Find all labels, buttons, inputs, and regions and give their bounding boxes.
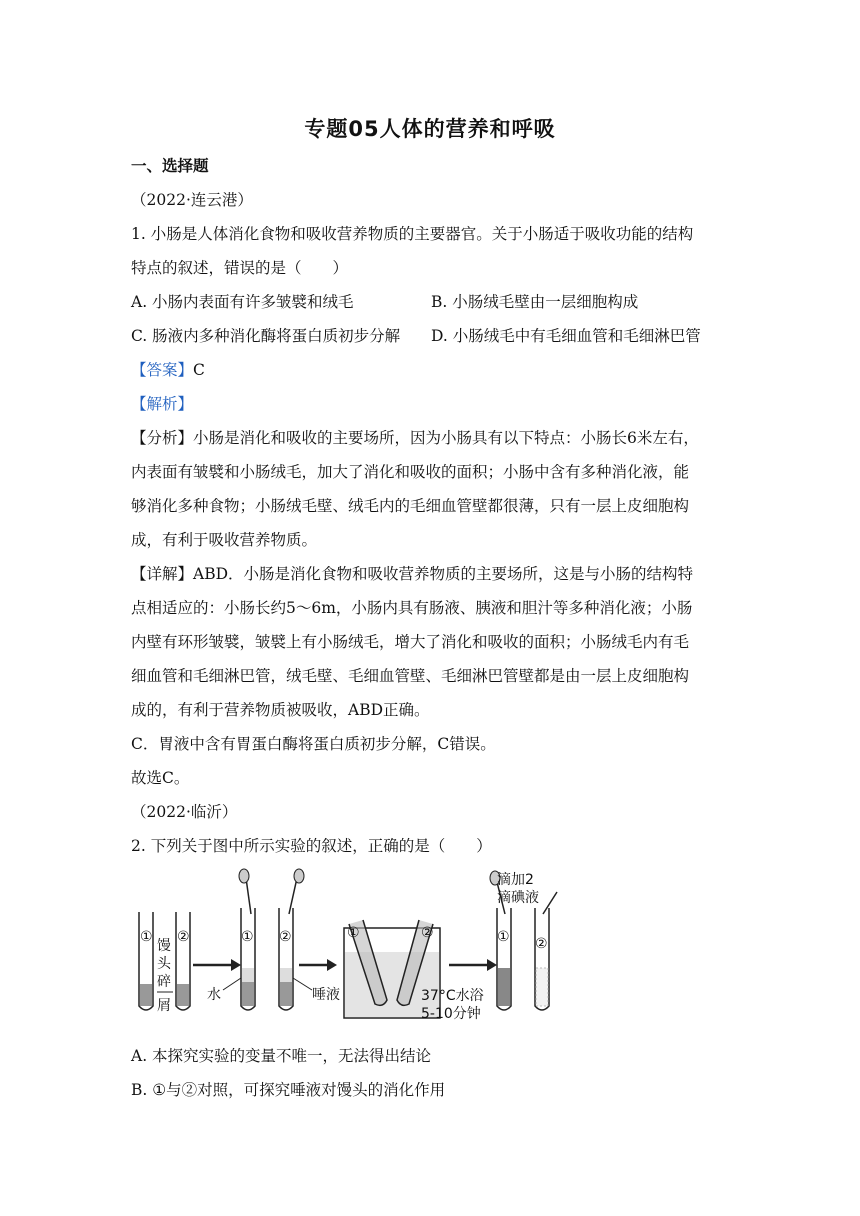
clear-fill-2 (536, 968, 548, 1006)
stage1-tubes (139, 912, 190, 1014)
q1-option-b: B. 小肠绒毛壁由一层细胞构成 (431, 293, 639, 311)
tube2-label-s3: ② (421, 925, 434, 941)
tube2-label-s4: ② (535, 936, 548, 952)
label-xie: 屑 (157, 998, 171, 1014)
q2-option-b: B. ①与②对照，可探究唾液对馒头的消化作用 (131, 1081, 446, 1099)
tube2-label-s2: ② (279, 929, 292, 945)
water-fill-1 (242, 968, 254, 982)
q1-xiangjie-2: 点相适应的：小肠长约5～6m，小肠内具有肠液、胰液和胆汁等多种消化液；小肠 (131, 599, 693, 617)
q2-stem: 2. 下列关于图中所示实验的叙述，正确的是（ ） (131, 837, 492, 855)
q1-fenxi-4: 成，有利于吸收营养物质。 (131, 531, 318, 549)
q1-fenxi-3: 够消化多种食物；小肠绒毛壁、绒毛内的毛细血管壁都很薄，只有一层上皮细胞构 (131, 497, 690, 515)
q1-fenxi-2: 内表面有皱襞和小肠绒毛，加大了消化和吸收的面积；小肠中含有多种消化液，能 (131, 463, 690, 481)
q1-stem-line2: 特点的叙述，错误的是（ ） (131, 259, 349, 277)
section-heading: 一、选择题 (131, 157, 209, 175)
q1-option-c: C. 肠液内多种消化酶将蛋白质初步分解 (131, 327, 401, 345)
answer-value: C (193, 361, 205, 379)
label-drop-1: 滴加2 (497, 872, 534, 888)
q1-xiangjie-6: C．胃液中含有胃蛋白酶将蛋白质初步分解，C错误。 (131, 735, 496, 753)
tube1-label-s4: ① (497, 929, 510, 945)
q1-answer-line (131, 360, 731, 380)
q1-xiangjie-4: 细血管和毛细淋巴管，绒毛壁、毛细血管壁、毛细淋巴管壁都是由一层上皮细胞构 (131, 667, 690, 685)
mantou-fill-2 (177, 984, 189, 1006)
label-water: 水 (207, 987, 221, 1003)
mantou-fill-4 (280, 982, 292, 1006)
fenxi-text-1: 小肠是消化和吸收的主要场所，因为小肠具有以下特点：小肠长6米左右， (193, 429, 699, 447)
label-tou: 头 (157, 956, 171, 972)
q2-option-a: A. 本探究实验的变量不唯一，无法得出结论 (131, 1047, 432, 1065)
fenxi-tag: 【分析】 (131, 429, 194, 447)
q1-analysis-tag-line (131, 394, 731, 414)
label-sui: 碎 (157, 974, 171, 990)
q1-xiangjie-5: 成的，有利于营养物质被吸收，ABD正确。 (131, 701, 430, 719)
arrow-2 (299, 959, 337, 971)
arrow-1 (193, 959, 241, 971)
analysis-tag: 【解析】 (131, 395, 194, 413)
dropper-4 (543, 892, 557, 914)
stage2-tubes (207, 869, 340, 1010)
water-bath (344, 920, 484, 1022)
tube2-label-s1: ② (177, 929, 190, 945)
q2-source: （2022·临沂） (131, 803, 238, 821)
q1-option-d: D. 小肠绒毛中有毛细血管和毛细淋巴管 (431, 327, 701, 345)
dropper-1 (246, 878, 251, 914)
label-drop-2: 滴碘液 (497, 890, 539, 906)
page-title: 专题05人体的营养和呼吸 (304, 117, 556, 141)
tube1-label-s3: ① (347, 925, 360, 941)
stage4-tubes (490, 871, 557, 1010)
label-saliva: 唾液 (312, 987, 340, 1003)
tube1-label-s1: ① (140, 929, 153, 945)
blue-fill-1 (498, 968, 510, 1006)
dropper-bulb-1 (239, 869, 249, 883)
label-bath-1: 37°C水浴 (421, 988, 484, 1004)
answer-tag: 【答案】 (131, 361, 194, 379)
arrow-3 (449, 959, 497, 971)
q1-fenxi-1 (131, 428, 731, 448)
q1-xiangjie-3: 内壁有环形皱襞，皱襞上有小肠绒毛，增大了消化和吸收的面积；小肠绒毛内有毛 (131, 633, 690, 651)
xiangjie-tag: 【详解】 (131, 565, 194, 583)
q1-stem-line1: 1. 小肠是人体消化食物和吸收营养物质的主要器官。关于小肠适于吸收功能的结构 (131, 225, 694, 243)
saliva-fill-2 (280, 968, 292, 982)
q1-xiangjie-1 (131, 564, 731, 584)
q1-conclusion: 故选C。 (131, 769, 190, 787)
q1-source: （2022·连云港） (131, 191, 253, 209)
tube1-label-s2: ① (241, 929, 254, 945)
xiangjie-text-1: ABD．小肠是消化食物和吸收营养物质的主要场所，这是与小肠的结构特 (193, 565, 694, 583)
mantou-fill-1 (140, 984, 152, 1006)
label-bath-2: 5-10分钟 (421, 1006, 481, 1022)
label-man: 馒 (157, 938, 171, 954)
experiment-diagram (131, 868, 561, 1024)
q1-option-a: A. 小肠内表面有许多皱襞和绒毛 (131, 293, 354, 311)
experiment-figure (131, 868, 561, 1024)
mantou-fill-3 (242, 982, 254, 1006)
dropper-bulb-2 (294, 869, 304, 883)
